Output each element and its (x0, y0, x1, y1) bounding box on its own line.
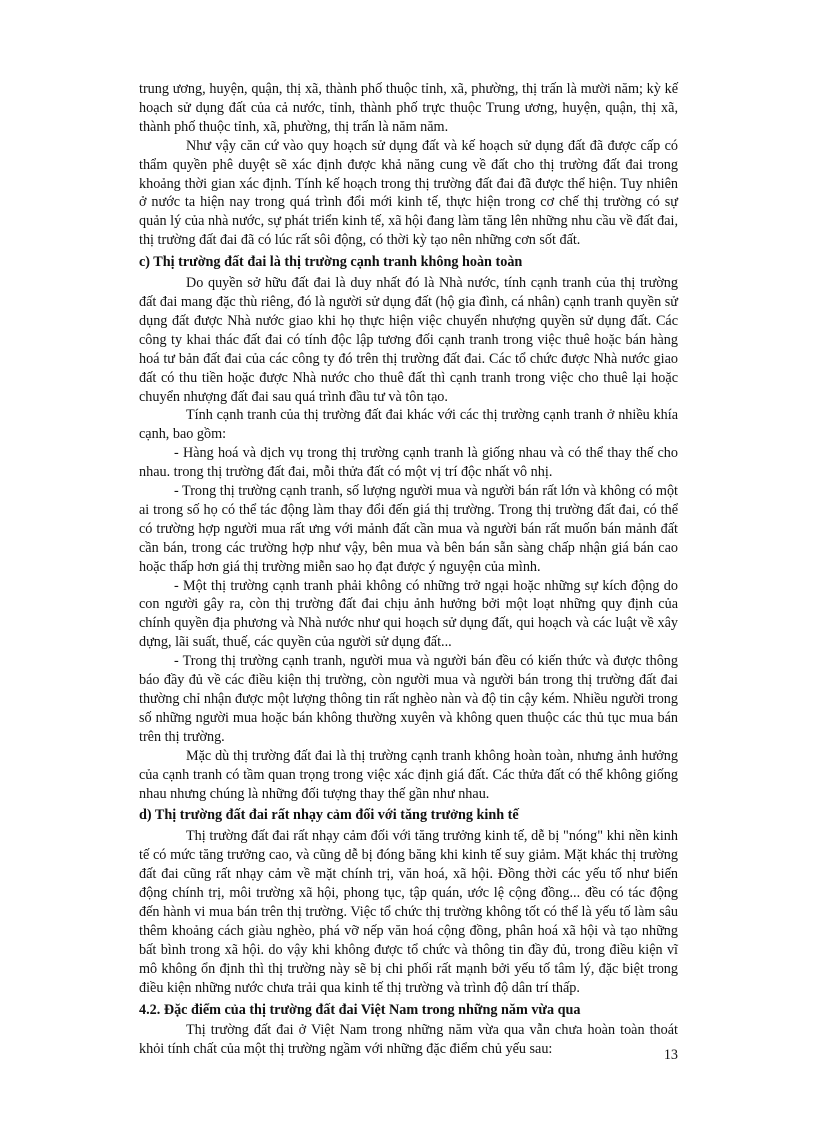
paragraph: Như vậy căn cứ vào quy hoạch sử dụng đất và kế hoạch sử dụng đất đã được cấp có thẩm quyền phê duyệt sẽ xác định được khả năng cung về đất cho thị trường đất đai trong khoảng thời gian xác định. Tính kế hoạch trong thị trường đất đai đã được thể hiện. Tuy nhiên ở nước ta hiện nay trong quá trình đổi mới kinh tế, thực hiện trong cơ chế thị trường có sự quản lý của nhà nước, sự phát triển kinh tế, xã hội đang làm tăng lên những nhu cầu về đất đai, thị trường đất đai đã có lúc rất sôi động, có thời kỳ tạo nên những cơn sốt đất. (139, 137, 678, 249)
bullet-paragraph: - Hàng hoá và dịch vụ trong thị trường cạnh tranh là giống nhau và có thể thay thế cho nhau. trong thị trường đất đai, mỗi thửa đất có một vị trí độc nhất vô nhị. (139, 445, 678, 481)
bullet-paragraph: - Trong thị trường cạnh tranh, người mua và người bán đều có kiến thức và được thông báo đầy đủ về các điều kiện thị trường, còn người mua và người bán trong thị trường đất đai thường chỉ nhận được một lượng thông tin rất nghèo nàn và độ tin cậy kém. Nhiều người trong số những người mua hoặc bán không thường xuyên và không quen thuộc các thủ tục mua bán trên thị trường. (139, 653, 678, 745)
bullet-paragraph: - Một thị trường cạnh tranh phải không có những trở ngại hoặc những sự kích động do con người gây ra, còn thị trường đất đai chịu ảnh hưởng bởi một loạt những quy định của chính quyền địa phương và Nhà nước như qui hoạch sử dụng đất, qui hoạch và các luật về xây dựng, lãi suất, thuế, các quyền của người sử dụng đất... (139, 577, 678, 651)
bullet-paragraph: - Trong thị trường cạnh tranh, số lượng người mua và người bán rất lớn và không có một ai trong số họ có thể tác động làm thay đổi đến giá thị trường. Trong thị trường đất đai, có thể có trường hợp người mua rất ưng với mảnh đất cần mua và người bán rất muốn bán mảnh đất cần bán, trong các trường hợp như vậy, bên mua và bên bán sẵn sàng chấp nhận giá bán cao hoặc thấp hơn giá thị trường miễn sao họ đạt được ý nguyện của mình. (139, 483, 678, 575)
page-number: 13 (663, 1047, 678, 1063)
document-body (139, 80, 678, 1059)
section-heading-d: d) Thị trường đất đai rất nhạy cảm đối với tăng trưởng kinh tế (139, 807, 519, 824)
paragraph: trung ương, huyện, quận, thị xã, thành phố thuộc tỉnh, xã, phường, thị trấn là mười năm; kỳ kế hoạch sử dụng đất của cả nước, tỉnh, thành phố trực thuộc Trung ương, huyện, quận, thị xã, thành phố thuộc tỉnh, xã, phường, thị trấn là năm năm. (139, 81, 678, 135)
paragraph: Thị trường đất đai ở Việt Nam trong những năm vừa qua vẫn chưa hoàn toàn thoát khỏi tính chất của một thị trường ngầm với những đặc điểm chủ yếu sau: (139, 1022, 678, 1058)
paragraph: Thị trường đất đai rất nhạy cảm đối với tăng trưởng kinh tế, dễ bị "nóng" khi nền kinh tế có mức tăng trưởng cao, và cũng dễ bị đóng băng khi kinh tế suy giảm. Mặt khác thị trường đất đai cũng rất nhạy cảm về mặt chính trị, văn hoá, xã hội. Đồng thời các yếu tố như biến động chính trị, môi trường xã hội, phong tục, tập quán, ước lệ cộng đồng... đều có tác động đến hành vi mua bán trên thị trường. Việc tổ chức thị trường không tốt có thể là yếu tố làm sâu thêm khoảng cách giàu nghèo, phá vỡ nếp văn hoá cộng đồng, phân hoá xã hội và tạo những bất bình trong xã hội. do vậy khi không được tổ chức và thông tin đầy đủ, trong điều kiện vĩ mô không ổn định thì thị trường này sẽ bị chi phối rất mạnh bởi yếu tố tâm lý, đặc biệt trong điều kiện những nước chưa trải qua kinh tế thị trường và trình độ dân trí thấp. (139, 828, 678, 996)
paragraph: Do quyền sở hữu đất đai là duy nhất đó là Nhà nước, tính cạnh tranh của thị trường đất đai mang đặc thù riêng, đó là người sử dụng đất (hộ gia đình, cá nhân) cạnh tranh quyền sử dụng đất được Nhà nước giao khi họ thực hiện việc chuyển nhượng quyền sử dụng đất. Các công ty khai thác đất đai có tính độc lập tương đối cạnh tranh trong việc thuê hoặc bán hàng hoá tư bản đất đai của các công ty đó trên thị trường đất đai. Các tổ chức được Nhà nước giao đất có thu tiền hoặc được Nhà nước cho thuê đất thì cạnh tranh trong việc cho thuê lại hoặc chuyển nhượng đất đai sau quá trình đầu tư và tôn tạo. (139, 275, 678, 405)
section-heading-4-2: 4.2. Đặc điểm của thị trường đất đai Việt Nam trong những năm vừa qua (139, 1001, 581, 1018)
paragraph: Tính cạnh tranh của thị trường đất đai khác với các thị trường cạnh tranh ở nhiều khía cạnh, bao gồm: (139, 407, 678, 443)
paragraph: Mặc dù thị trường đất đai là thị trường cạnh tranh không hoàn toàn, nhưng ảnh hưởng của cạnh tranh có tầm quan trọng trong việc xác định giá đất. Các thửa đất có thể không giống nhau nhưng chúng là những đối tượng thay thế gần như nhau. (139, 747, 678, 802)
section-heading-c: c) Thị trường đất đai là thị trường cạnh tranh không hoàn toàn (139, 254, 523, 271)
